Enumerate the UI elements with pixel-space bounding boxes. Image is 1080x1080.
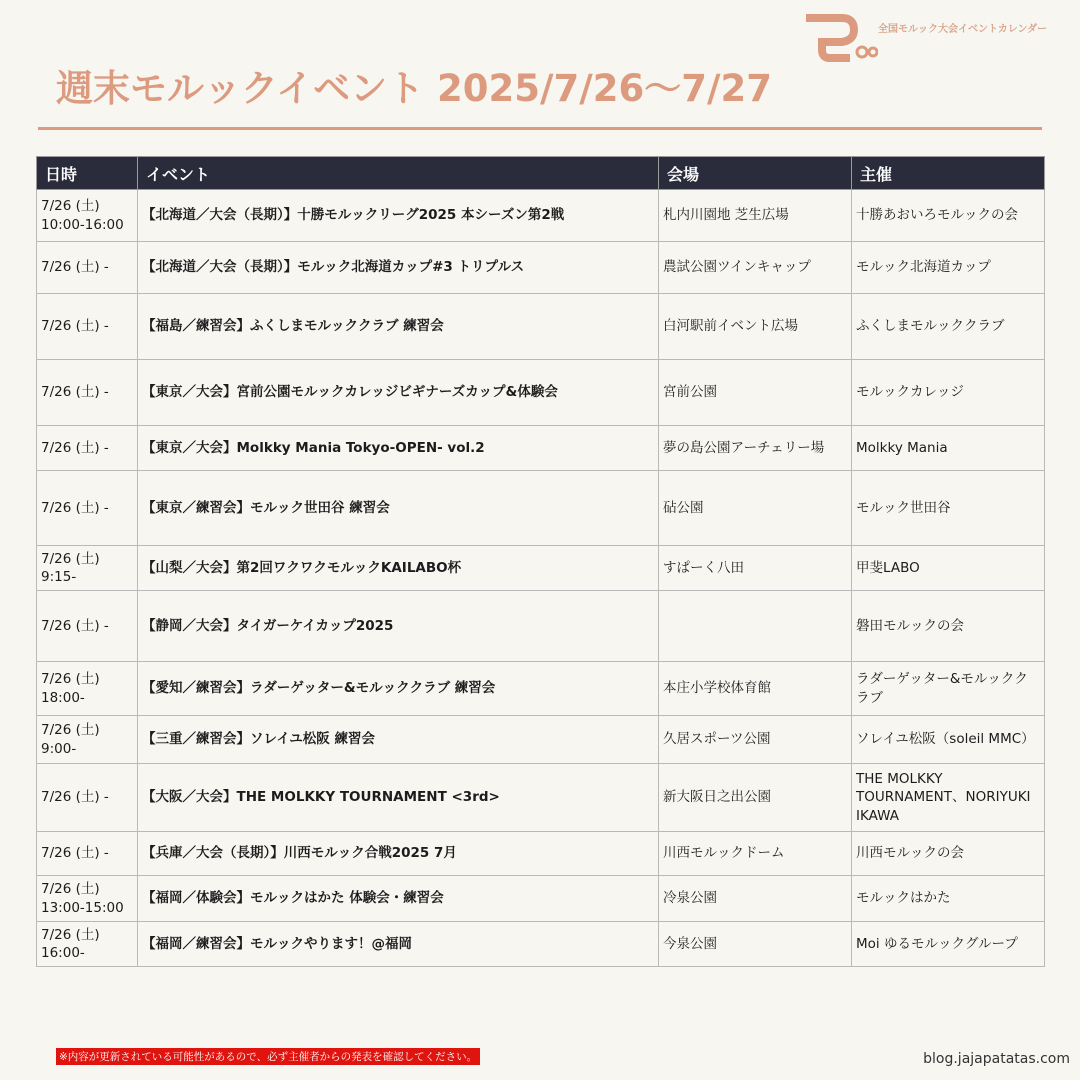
table-row	[37, 764, 1045, 832]
event-venue: 白河駅前イベント広場	[659, 294, 852, 360]
event-title: 【東京／大会】宮前公園モルックカレッジビギナーズカップ&体験会	[138, 360, 659, 426]
event-title: 【山梨／大会】第2回ワクワクモルックKAILABO杯	[138, 546, 659, 591]
event-date: 7/26 (土) -	[37, 471, 138, 546]
events-table	[36, 156, 1045, 967]
table-row	[37, 922, 1045, 967]
event-title: 【北海道／大会（長期）】十勝モルックリーグ2025 本シーズン第2戦	[138, 190, 659, 242]
event-title: 【大阪／大会】THE MOLKKY TOURNAMENT <3rd>	[138, 764, 659, 832]
header-organizer: 主催	[852, 157, 1045, 190]
event-venue: 川西モルックドーム	[659, 832, 852, 876]
event-organizer: ラダーゲッター&モルッククラブ	[852, 662, 1045, 716]
site-url: blog.jajapatatas.com	[923, 1051, 1070, 1067]
event-date: 7/26 (土) 16:00-	[37, 922, 138, 967]
event-date: 7/26 (土) -	[37, 360, 138, 426]
logo-mark-icon	[806, 14, 878, 64]
event-organizer: モルックカレッジ	[852, 360, 1045, 426]
table-row	[37, 190, 1045, 242]
event-organizer: THE MOLKKY TOURNAMENT、NORIYUKI IKAWA	[852, 764, 1045, 832]
event-title: 【福岡／体験会】モルックはかた 体験会・練習会	[138, 876, 659, 922]
event-title: 【東京／練習会】モルック世田谷 練習会	[138, 471, 659, 546]
event-title: 【福岡／練習会】モルックやります！@福岡	[138, 922, 659, 967]
event-venue: 本庄小学校体育館	[659, 662, 852, 716]
event-organizer: モルックはかた	[852, 876, 1045, 922]
event-date: 7/26 (土) -	[37, 764, 138, 832]
table-row	[37, 546, 1045, 591]
event-venue: 農試公園ツインキャップ	[659, 242, 852, 294]
event-date: 7/26 (土) 13:00-15:00	[37, 876, 138, 922]
event-date: 7/26 (土) -	[37, 426, 138, 471]
disclaimer-notice: ※内容が更新されている可能性があるので、必ず主催者からの発表を確認してください。	[56, 1048, 480, 1065]
event-venue: 札内川園地 芝生広場	[659, 190, 852, 242]
title-divider	[38, 127, 1042, 130]
event-title: 【三重／練習会】ソレイユ松阪 練習会	[138, 716, 659, 764]
event-title: 【愛知／練習会】ラダーゲッター&モルッククラブ 練習会	[138, 662, 659, 716]
event-title: 【静岡／大会】タイガーケイカップ2025	[138, 591, 659, 662]
event-title: 【北海道／大会（長期）】モルック北海道カップ#3 トリプルス	[138, 242, 659, 294]
event-organizer: ソレイユ松阪（soleil MMC）	[852, 716, 1045, 764]
event-venue: 新大阪日之出公園	[659, 764, 852, 832]
event-title: 【兵庫／大会（長期）】川西モルック合戦2025 7月	[138, 832, 659, 876]
brand-logo	[806, 14, 1047, 64]
event-title: 【東京／大会】Molkky Mania Tokyo-OPEN- vol.2	[138, 426, 659, 471]
table-row	[37, 426, 1045, 471]
event-venue: 久居スポーツ公園	[659, 716, 852, 764]
event-venue: 冷泉公園	[659, 876, 852, 922]
table-row	[37, 360, 1045, 426]
event-organizer: ふくしまモルッククラブ	[852, 294, 1045, 360]
table-row	[37, 716, 1045, 764]
table-row	[37, 242, 1045, 294]
event-organizer: モルック北海道カップ	[852, 242, 1045, 294]
header-event: イベント	[138, 157, 659, 190]
event-date: 7/26 (土) 18:00-	[37, 662, 138, 716]
event-date: 7/26 (土) -	[37, 832, 138, 876]
event-venue: 今泉公園	[659, 922, 852, 967]
event-organizer: Molkky Mania	[852, 426, 1045, 471]
event-venue	[659, 591, 852, 662]
table-row	[37, 471, 1045, 546]
event-title: 【福島／練習会】ふくしまモルッククラブ 練習会	[138, 294, 659, 360]
event-venue: 砧公園	[659, 471, 852, 546]
event-date: 7/26 (土) 9:15-	[37, 546, 138, 591]
table-row	[37, 662, 1045, 716]
event-date: 7/26 (土) -	[37, 294, 138, 360]
event-venue: すぱーく八田	[659, 546, 852, 591]
event-organizer: 十勝あおいろモルックの会	[852, 190, 1045, 242]
table-row	[37, 876, 1045, 922]
event-organizer: 川西モルックの会	[852, 832, 1045, 876]
table-row	[37, 832, 1045, 876]
table-row	[37, 591, 1045, 662]
event-venue: 夢の島公園アーチェリー場	[659, 426, 852, 471]
event-organizer: モルック世田谷	[852, 471, 1045, 546]
event-organizer: 磐田モルックの会	[852, 591, 1045, 662]
event-organizer: 甲斐LABO	[852, 546, 1045, 591]
table-header-row	[37, 157, 1045, 190]
header-date: 日時	[37, 157, 138, 190]
logo-label: 全国モルック大会イベントカレンダー	[878, 23, 1048, 35]
header-venue: 会場	[659, 157, 852, 190]
table-row	[37, 294, 1045, 360]
event-venue: 宮前公園	[659, 360, 852, 426]
event-date: 7/26 (土) -	[37, 591, 138, 662]
event-date: 7/26 (土) 10:00-16:00	[37, 190, 138, 242]
event-date: 7/26 (土) -	[37, 242, 138, 294]
page-title: 週末モルックイベント 2025/7/26〜7/27	[56, 67, 773, 110]
event-date: 7/26 (土) 9:00-	[37, 716, 138, 764]
event-organizer: Moi ゆるモルックグループ	[852, 922, 1045, 967]
